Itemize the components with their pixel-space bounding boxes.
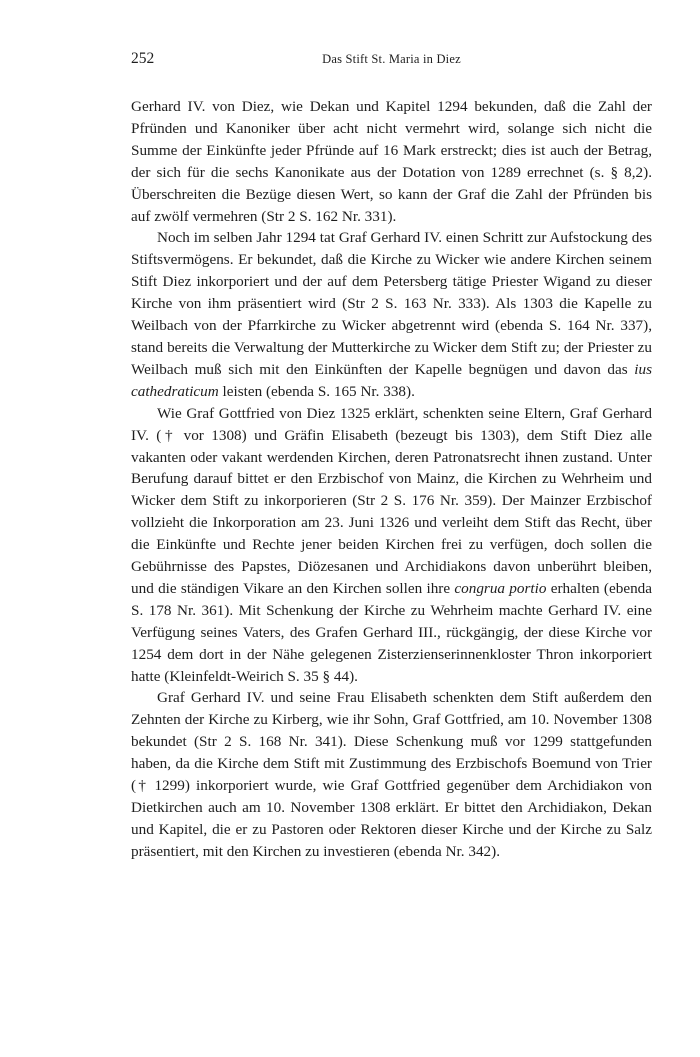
page-header xyxy=(131,50,652,72)
running-title: Das Stift St. Maria in Diez xyxy=(322,52,461,66)
paragraph-1 xyxy=(131,96,652,227)
paragraph-2 xyxy=(131,227,652,402)
text-segment: erhalten (ebenda S. 178 Nr. 361). Mit Schenkung der Kirche zu Wehrheim machte Gerhard IV. eine Verfügung seines Vaters, des Grafen Gerhard III., rückgängig, der diese Kirche vor 1254 dem dort in der Nähe gelegenen Zisterzienserinnenkloster Thron inkorporiert hatte (Kleinfeldt-Weirich S. 35 § 44). xyxy=(131,579,652,685)
page-number: 252 xyxy=(131,50,155,67)
latin-term: congrua portio xyxy=(454,579,547,597)
book-page xyxy=(131,50,652,863)
text-segment: Noch im selben Jahr 1294 tat Graf Gerhard IV. einen Schritt zur Aufstockung des Stiftsvermögens. Er bekundet, daß die Kirche zu Wicker wie andere Kirchen seinem Stift Diez inkorporiert und der auf dem Petersberg tätige Priester Wigand zu dieser Kirche von ihm präsentiert wird (Str 2 S. 163 Nr. 333). Als 1303 die Kapelle zu Weilbach von der Pfarrkirche zu Wicker abgetrennt wird (ebenda S. 164 Nr. 337), stand bereits die Verwaltung der Mutterkirche zu Wicker dem Stift zu; der Priester zu Weilbach muß sich mit den Einkünften der Kapelle begnügen und davon das xyxy=(131,229,652,378)
body-text xyxy=(131,96,652,863)
text-segment: Graf Gerhard IV. und seine Frau Elisabeth schenkten dem Stift außerdem den Zehnten der Kirche zu Kirberg, wie ihr Sohn, Graf Gottfried, am 10. November 1308 bekundet (Str 2 S. 168 Nr. 341). Diese Schenkung muß vor 1299 stattgefunden haben, da die Kirche dem Stift mit Zustimmung des Erzbischofs Boemund von Trier († 1299) inkorporiert wurde, wie Graf Gottfried gegenüber dem Archidiakon von Dietkirchen auch am 10. November 1308 erklärt. Er bittet den Archidiakon, Dekan und Kapitel, die er zu Pastoren oder Rektoren dieser Kirche und der Kirche zu Salz präsentiert, mit den Kirchen zu investieren (ebenda Nr. 342). xyxy=(131,689,652,860)
text-segment: Gerhard IV. von Diez, wie Dekan und Kapitel 1294 bekunden, daß die Zahl der Pfründen und Kanoniker über acht nicht vermehrt wird, solange sich nicht die Summe der Einkünfte jeder Pfründe auf 16 Mark erstreckt; dies ist auch der Betrag, der sich für die sechs Kanonikate aus der Dotation von 1289 errechnet (s. § 8,2). Überschreiten die Bezüge diesen Wert, so kann der Graf die Zahl der Pfründen bis auf zwölf vermehren (Str 2 S. 162 Nr. 331). xyxy=(131,98,652,225)
text-segment: leisten (ebenda S. 165 Nr. 338). xyxy=(218,382,415,400)
latin-term: ius cathedraticum xyxy=(131,360,652,400)
text-segment: Wie Graf Gottfried von Diez 1325 erklärt, schenkten seine Eltern, Graf Gerhard IV. († vor 1308) und Gräfin Elisabeth (bezeugt bis 1303), dem Stift Diez alle vakanten oder vakant werdenden Kirchen, deren Patronatsrecht ihnen zustand. Unter Berufung darauf bittet er den Erzbischof von Mainz, die Kirchen zu Wehrheim und Wicker dem Stift zu inkorporieren (Str 2 S. 176 Nr. 359). Der Mainzer Erzbischof vollzieht die Inkorporation am 23. Juni 1326 und verleiht dem Stift das Recht, über die Einkünfte und Rechte jener beiden Kirchen frei zu verfügen, doch sollen die Gebührnisse des Papstes, Diözesanen und Archidiakons davon unberührt bleiben, und die ständigen Vikare an den Kirchen sollen ihre xyxy=(131,404,652,597)
paragraph-3 xyxy=(131,403,652,688)
paragraph-4 xyxy=(131,687,652,862)
